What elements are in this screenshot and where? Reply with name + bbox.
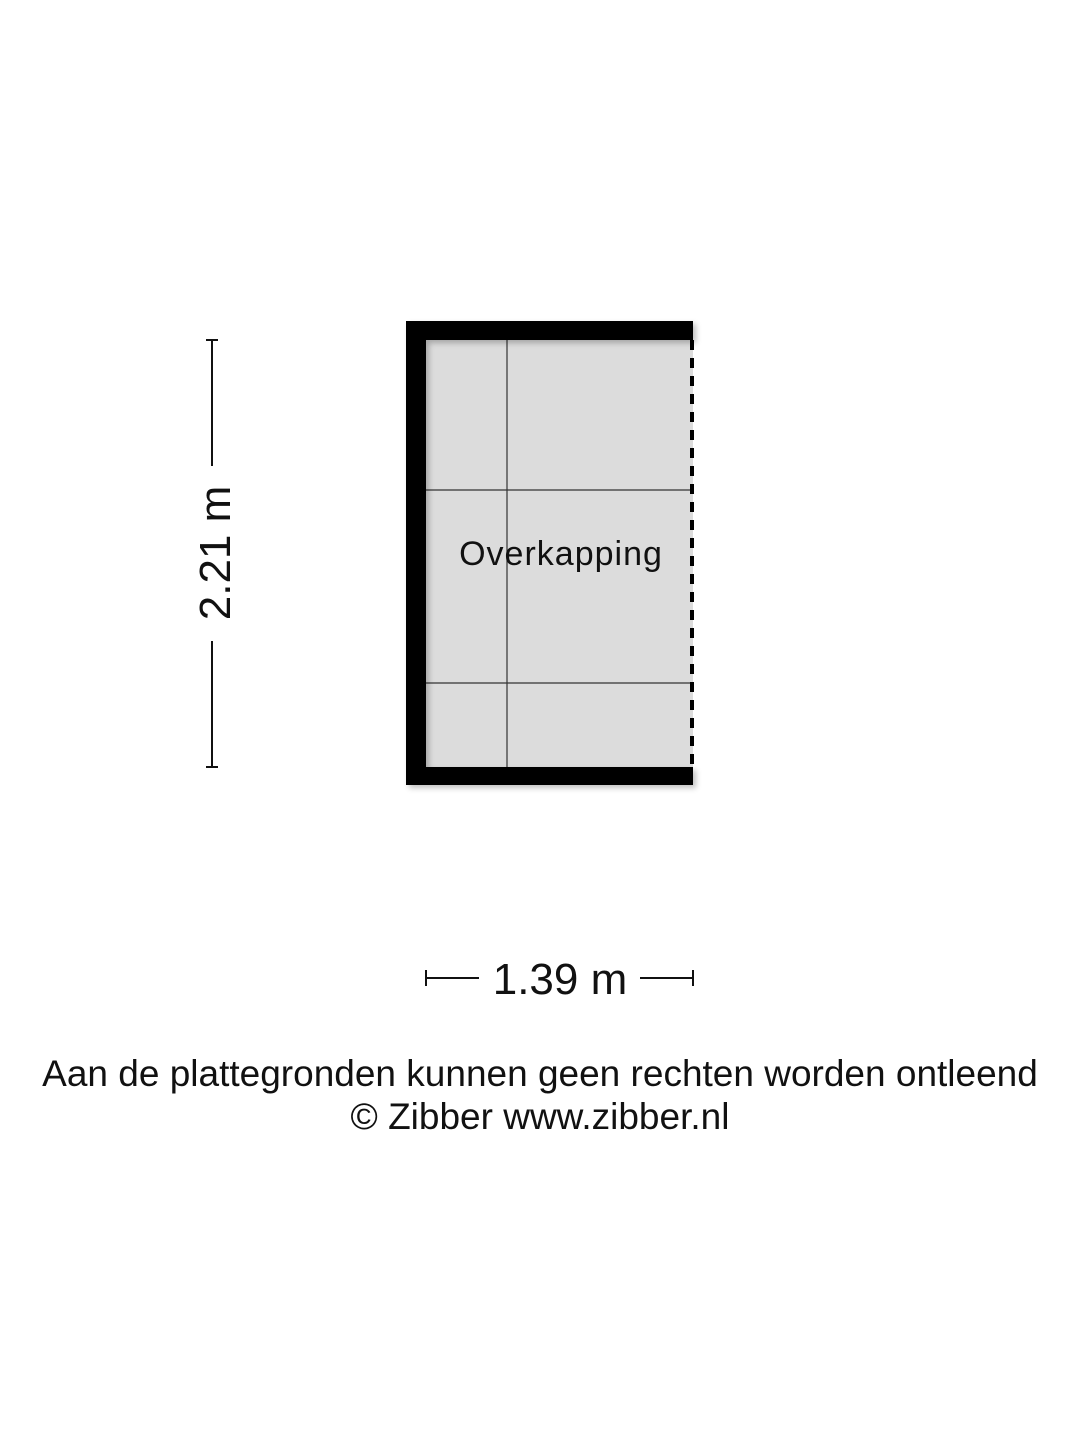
copyright-text: © Zibber www.zibber.nl <box>350 1096 730 1137</box>
room-label: Overkapping <box>459 535 663 573</box>
disclaimer-text: Aan de plattegronden kunnen geen rechten worden ontleend <box>42 1053 1038 1094</box>
wall-top <box>406 321 693 340</box>
wall-bottom <box>406 767 693 785</box>
height-dimension-label: 2.21 m <box>191 485 240 621</box>
width-dimension-label: 1.39 m <box>492 955 628 1004</box>
wall-left <box>406 321 426 785</box>
